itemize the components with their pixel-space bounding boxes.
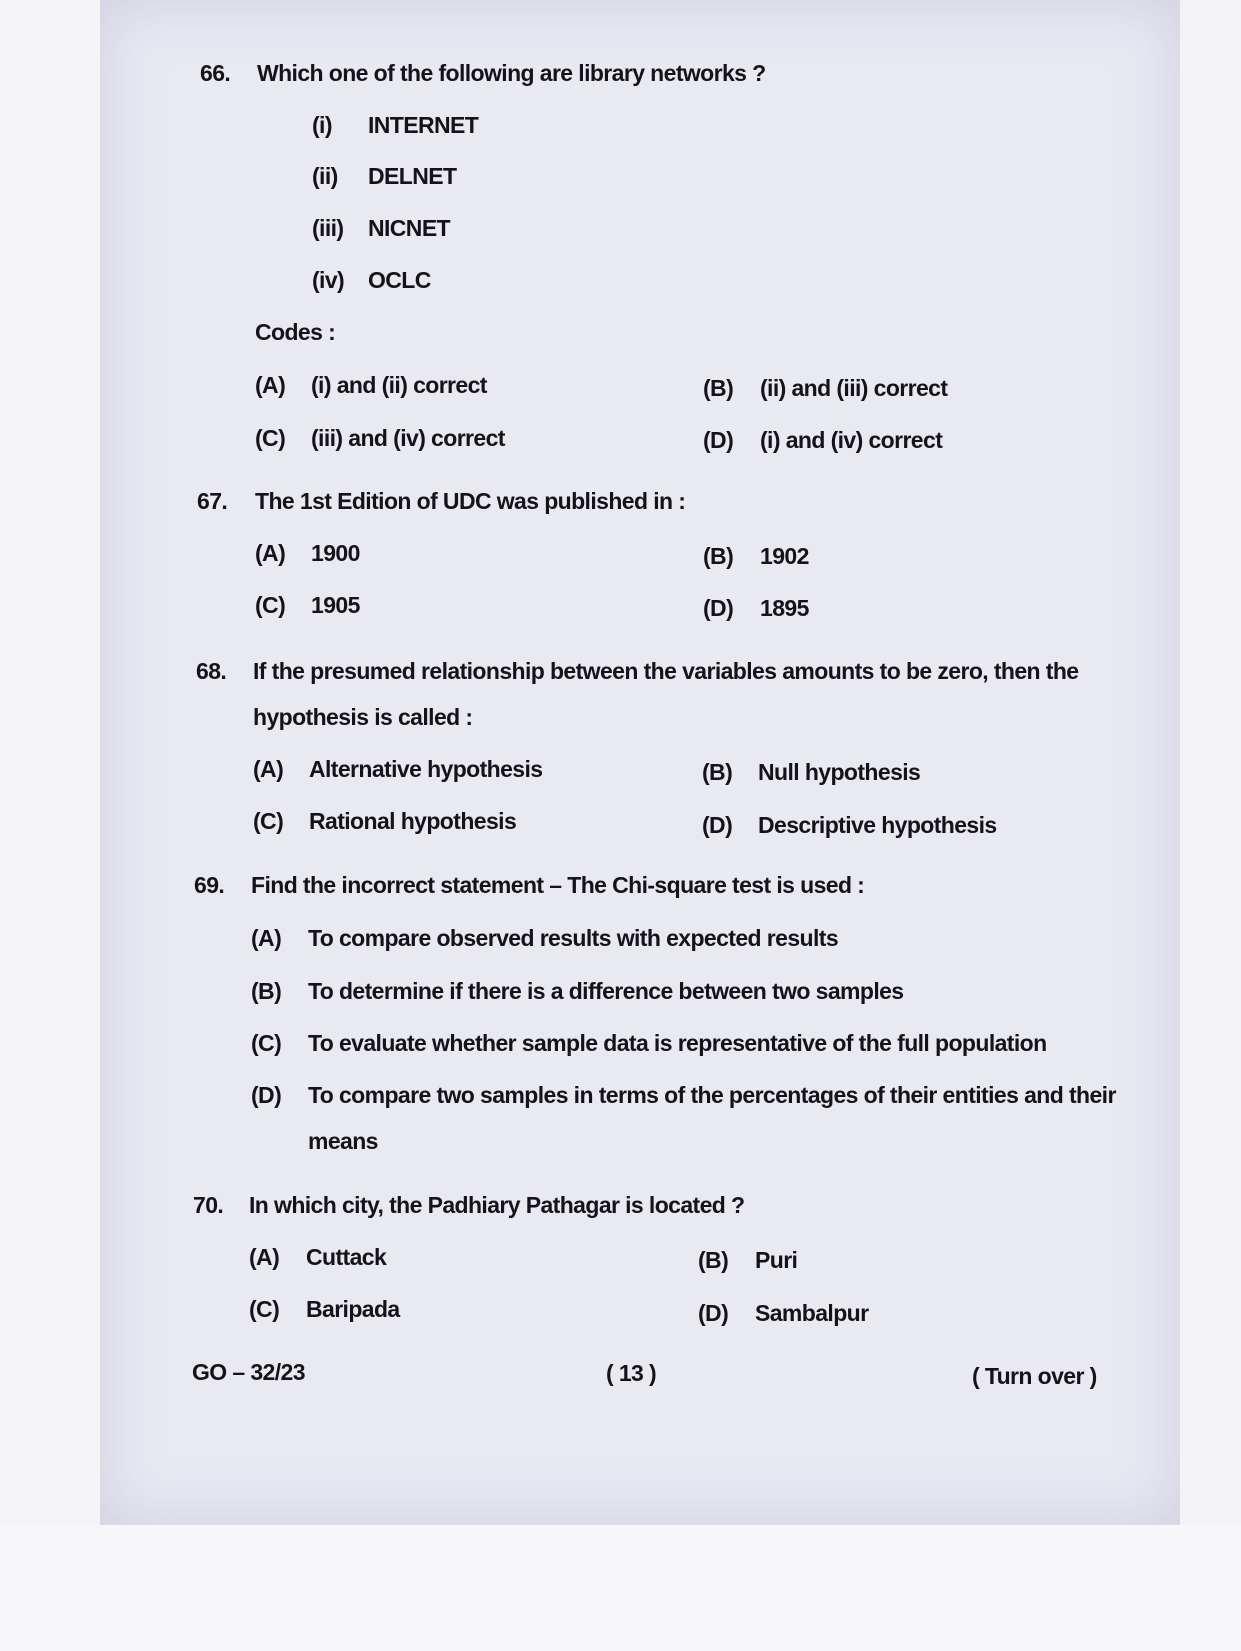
option-text: To determine if there is a difference between two samples [308, 978, 904, 1004]
option-letter: (A) [253, 756, 284, 782]
option-text: Null hypothesis [758, 759, 921, 785]
option-letter: (A) [249, 1244, 280, 1270]
paper-code: GO – 32/23 [192, 1359, 305, 1385]
option-letter: (B) [703, 375, 734, 401]
question-number: 69. [194, 872, 225, 898]
option-text: Alternative hypothesis [309, 756, 543, 782]
item-marker: (ii) [312, 163, 338, 189]
option-text: (ii) and (iii) correct [760, 375, 948, 401]
item-marker: (iv) [312, 267, 345, 293]
option-text: Rational hypothesis [309, 808, 517, 834]
option-letter: (B) [703, 543, 734, 569]
option-letter: (B) [698, 1247, 729, 1273]
item-marker: (iii) [312, 215, 344, 241]
option-text: 1902 [760, 543, 809, 569]
option-letter: (D) [703, 595, 734, 621]
option-text: To compare observed results with expected results [308, 925, 839, 951]
option-letter: (A) [255, 540, 286, 566]
question-number: 70. [193, 1192, 224, 1218]
option-letter: (D) [703, 427, 734, 453]
option-text: To evaluate whether sample data is representative of the full population [308, 1030, 1047, 1056]
item-text: INTERNET [368, 112, 479, 138]
item-marker: (i) [312, 112, 332, 138]
page-margin-right [1180, 0, 1241, 1651]
option-text: Baripada [306, 1296, 400, 1322]
question-text-line-1: If the presumed relationship between the variables amounts to be zero, then the [253, 658, 1079, 684]
option-text: (iii) and (iv) correct [311, 425, 505, 451]
question-text: In which city, the Padhiary Pathagar is located ? [249, 1192, 745, 1218]
option-letter: (B) [251, 978, 282, 1004]
item-text: NICNET [368, 215, 451, 241]
item-text: DELNET [368, 163, 457, 189]
question-number: 68. [196, 658, 227, 684]
codes-label: Codes : [255, 319, 336, 345]
option-letter: (D) [698, 1300, 729, 1326]
question-text-line-2: hypothesis is called : [253, 704, 473, 730]
question-number: 66. [200, 60, 231, 86]
option-text: 1895 [760, 595, 809, 621]
option-letter: (C) [255, 425, 286, 451]
option-text: Puri [755, 1247, 798, 1273]
option-text: (i) and (iv) correct [760, 427, 943, 453]
option-text: Sambalpur [755, 1300, 869, 1326]
question-number: 67. [197, 488, 228, 514]
option-text: Cuttack [306, 1244, 387, 1270]
option-text: 1905 [311, 592, 360, 618]
option-letter: (C) [249, 1296, 280, 1322]
page-number: ( 13 ) [606, 1360, 657, 1386]
option-text-line-1: To compare two samples in terms of the percentages of their entities and their [308, 1082, 1116, 1108]
option-letter: (A) [255, 372, 286, 398]
page-margin-left [0, 0, 100, 1525]
option-text: 1900 [311, 540, 360, 566]
option-letter: (C) [251, 1030, 282, 1056]
option-letter: (A) [251, 925, 282, 951]
option-letter: (D) [251, 1082, 282, 1108]
option-text: Descriptive hypothesis [758, 812, 997, 838]
page-margin-bottom [0, 1525, 1241, 1651]
option-letter: (C) [255, 592, 286, 618]
item-text: OCLC [368, 267, 431, 293]
option-text-line-2: means [308, 1128, 378, 1154]
question-text: Which one of the following are library networks ? [257, 60, 766, 86]
option-letter: (B) [702, 759, 733, 785]
option-letter: (D) [702, 812, 733, 838]
question-text: The 1st Edition of UDC was published in : [255, 488, 686, 514]
question-text: Find the incorrect statement – The Chi-square test is used : [251, 872, 865, 898]
option-letter: (C) [253, 808, 284, 834]
option-text: (i) and (ii) correct [311, 372, 487, 398]
turn-over-note: ( Turn over ) [972, 1363, 1097, 1389]
